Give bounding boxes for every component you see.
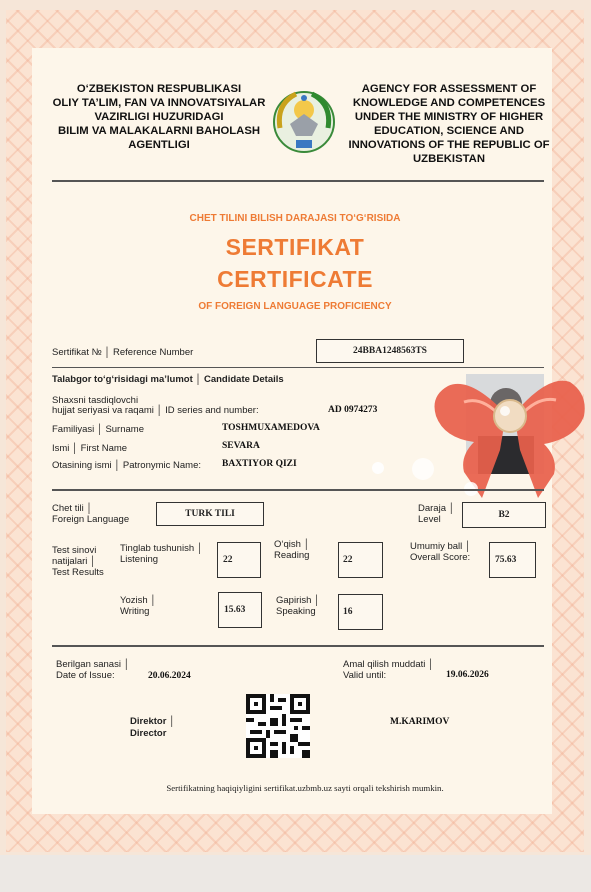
language-label: Chet tili │: [52, 503, 93, 514]
header-right-line: INNOVATIONS OF THE REPUBLIC OF: [348, 139, 550, 151]
qr-code-icon: [246, 694, 310, 758]
header-left-line: AGENTLIGI: [128, 139, 190, 151]
listening-label: Listening: [120, 554, 159, 565]
candidate-section-title: Talabgor to‘g‘risidagi ma’lumot │ Candidate Details: [52, 374, 284, 385]
listening-score-box: 22: [217, 542, 261, 578]
speaking-score-box: 16: [338, 594, 383, 630]
valid-until-value: 19.06.2026: [446, 670, 489, 680]
header-left-line: OLIY TA’LIM, FAN VA INNOVATSIYALAR: [52, 97, 266, 109]
valid-until-label: Amal qilish muddati │: [343, 659, 434, 670]
bow-sticker-icon: [430, 372, 590, 500]
listening-label: Tinglab tushunish │: [120, 543, 203, 554]
results-label: Test Results: [52, 567, 104, 578]
title-en: CERTIFICATE: [217, 266, 373, 292]
reference-number-box: 24BBA1248563TS: [316, 339, 464, 363]
level-value-box: B2: [462, 502, 546, 528]
level-label: Darajа │: [418, 503, 455, 514]
header-right-line: KNOWLEDGE AND COMPETENCES: [352, 97, 546, 109]
writing-score-box: 15.63: [218, 592, 262, 628]
writing-label: Yozish │: [120, 595, 157, 606]
id-label: hujjat seriyasi va raqami │ ID series and number:: [52, 405, 259, 416]
results-label: natijalari │: [52, 556, 96, 567]
verification-note: Sertifikatning haqiqiyligini sertifikat.uzbmb.uz sayti orqali tekshirish mumkin.: [166, 783, 444, 793]
speaking-label: Gapirish │: [276, 595, 320, 606]
sparkle-icon: [372, 462, 384, 474]
valid-until-label: Valid until:: [343, 670, 387, 681]
director-name: M.KARIMOV: [390, 717, 450, 727]
header-left: [30, 82, 288, 152]
director-label: Direktor │: [130, 716, 176, 727]
director-label: Director: [130, 728, 167, 739]
header-right-line: UZBEKISTAN: [413, 153, 485, 165]
header-left-line: BILIM VA MALAKALARNI BAHOLASH: [57, 125, 261, 137]
header-right: [338, 82, 560, 166]
reading-score-box: 22: [338, 542, 383, 578]
patronymic-label: Otasining ismi │ Patronymic Name:: [52, 460, 202, 471]
header-right-line: EDUCATION, SCIENCE AND: [373, 125, 524, 137]
issue-date-label: Berilgan sanasi │: [56, 659, 130, 670]
overall-label: Umumiy ball │: [410, 541, 471, 552]
title-uz: SERTIFIKAT: [225, 234, 365, 260]
header-right-line: AGENCY FOR ASSESSMENT OF: [361, 83, 537, 95]
speaking-label: Speaking: [276, 606, 316, 617]
state-emblem-icon: [266, 84, 342, 160]
subtitle-bottom: OF FOREIGN LANGUAGE PROFICIENCY: [198, 301, 392, 312]
subtitle-top: CHET TILINI BILISH DARAJASI TO‘G‘RISIDA: [189, 213, 401, 224]
bottom-strip: [0, 855, 591, 892]
sparkle-icon: [412, 458, 434, 480]
surname-value: TOSHMUXAMEDOVA: [222, 423, 320, 433]
first-name-value: SEVARA: [222, 441, 260, 451]
id-label: Shaxsni tasdiqlovchi: [52, 395, 139, 406]
reference-label: Sertifikat № │ Reference Number: [52, 347, 194, 358]
patronymic-value: BAXTIYOR QIZI: [222, 459, 297, 469]
surname-label: Familiyasi │ Surname: [52, 424, 144, 435]
header-left-line: VAZIRLIGI HUZURIDAGI: [94, 111, 224, 123]
issue-date-value: 20.06.2024: [148, 671, 191, 681]
language-label: Foreign Language: [52, 514, 130, 525]
id-value: AD 0974273: [328, 405, 378, 415]
reference-divider: [52, 367, 544, 368]
reading-label: Reading: [274, 550, 310, 561]
writing-label: Writing: [120, 606, 150, 617]
first-name-label: Ismi │ First Name: [52, 443, 128, 454]
language-value-box: TURK TILI: [156, 502, 264, 526]
header-divider: [52, 180, 544, 182]
candidate-divider: [52, 489, 544, 491]
level-label: Level: [418, 514, 441, 525]
results-label: Test sinovi: [52, 545, 97, 556]
issue-date-label: Date of Issue:: [56, 670, 115, 681]
header-right-line: UNDER THE MINISTRY OF HIGHER: [354, 111, 544, 123]
overall-score-box: 75.63: [489, 542, 536, 578]
overall-label: Overall Score:: [410, 552, 471, 563]
results-divider: [52, 645, 544, 647]
header-left-line: O‘ZBEKISTON RESPUBLIKASI: [76, 83, 242, 95]
reading-label: O‘qish │: [274, 539, 310, 550]
